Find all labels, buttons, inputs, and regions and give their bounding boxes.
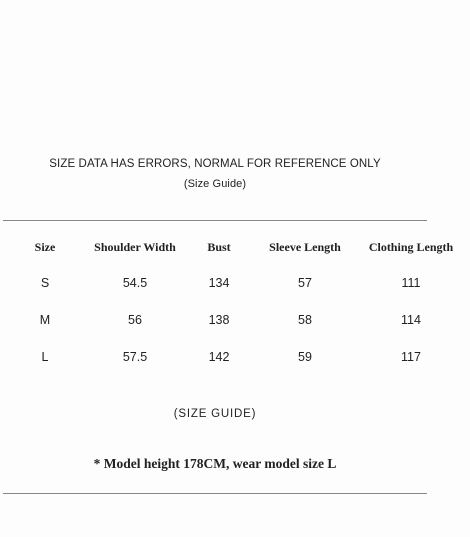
header-sleeve-length: Sleeve Length bbox=[269, 239, 341, 254]
header-shoulder-width: Shoulder Width bbox=[94, 239, 176, 254]
cell-sleeve-length: 58 bbox=[298, 312, 312, 327]
size-guide-subtitle: (Size Guide) bbox=[183, 178, 247, 190]
table-row bbox=[0, 301, 470, 338]
size-guide-caption: (SIZE GUIDE) bbox=[173, 408, 257, 420]
size-table bbox=[0, 236, 470, 375]
cell-bust: 138 bbox=[208, 312, 230, 327]
cell-shoulder-width: 56 bbox=[128, 312, 142, 327]
disclaimer-text: SIZE DATA HAS ERRORS, NORMAL FOR REFERENCE ONLY bbox=[49, 158, 381, 170]
divider-bottom bbox=[3, 493, 427, 494]
table-header-row bbox=[0, 236, 470, 264]
cell-bust: 142 bbox=[208, 349, 230, 364]
cell-clothing-length: 111 bbox=[401, 275, 421, 290]
cell-shoulder-width: 54.5 bbox=[122, 275, 148, 290]
header-clothing-length: Clothing Length bbox=[368, 239, 454, 254]
cell-size: S bbox=[40, 275, 50, 290]
model-note: * Model height 178CM, wear model size L bbox=[93, 456, 337, 471]
cell-bust: 134 bbox=[208, 275, 230, 290]
cell-sleeve-length: 57 bbox=[298, 275, 312, 290]
cell-size: L bbox=[41, 349, 49, 364]
cell-clothing-length: 117 bbox=[401, 349, 421, 364]
header-size: Size bbox=[34, 239, 56, 254]
cell-sleeve-length: 59 bbox=[298, 349, 312, 364]
divider-top bbox=[3, 220, 427, 221]
table-row bbox=[0, 338, 470, 375]
header-bust: Bust bbox=[207, 239, 231, 254]
cell-shoulder-width: 57.5 bbox=[122, 349, 148, 364]
table-row bbox=[0, 264, 470, 301]
cell-size: M bbox=[39, 312, 51, 327]
cell-clothing-length: 114 bbox=[401, 312, 421, 327]
